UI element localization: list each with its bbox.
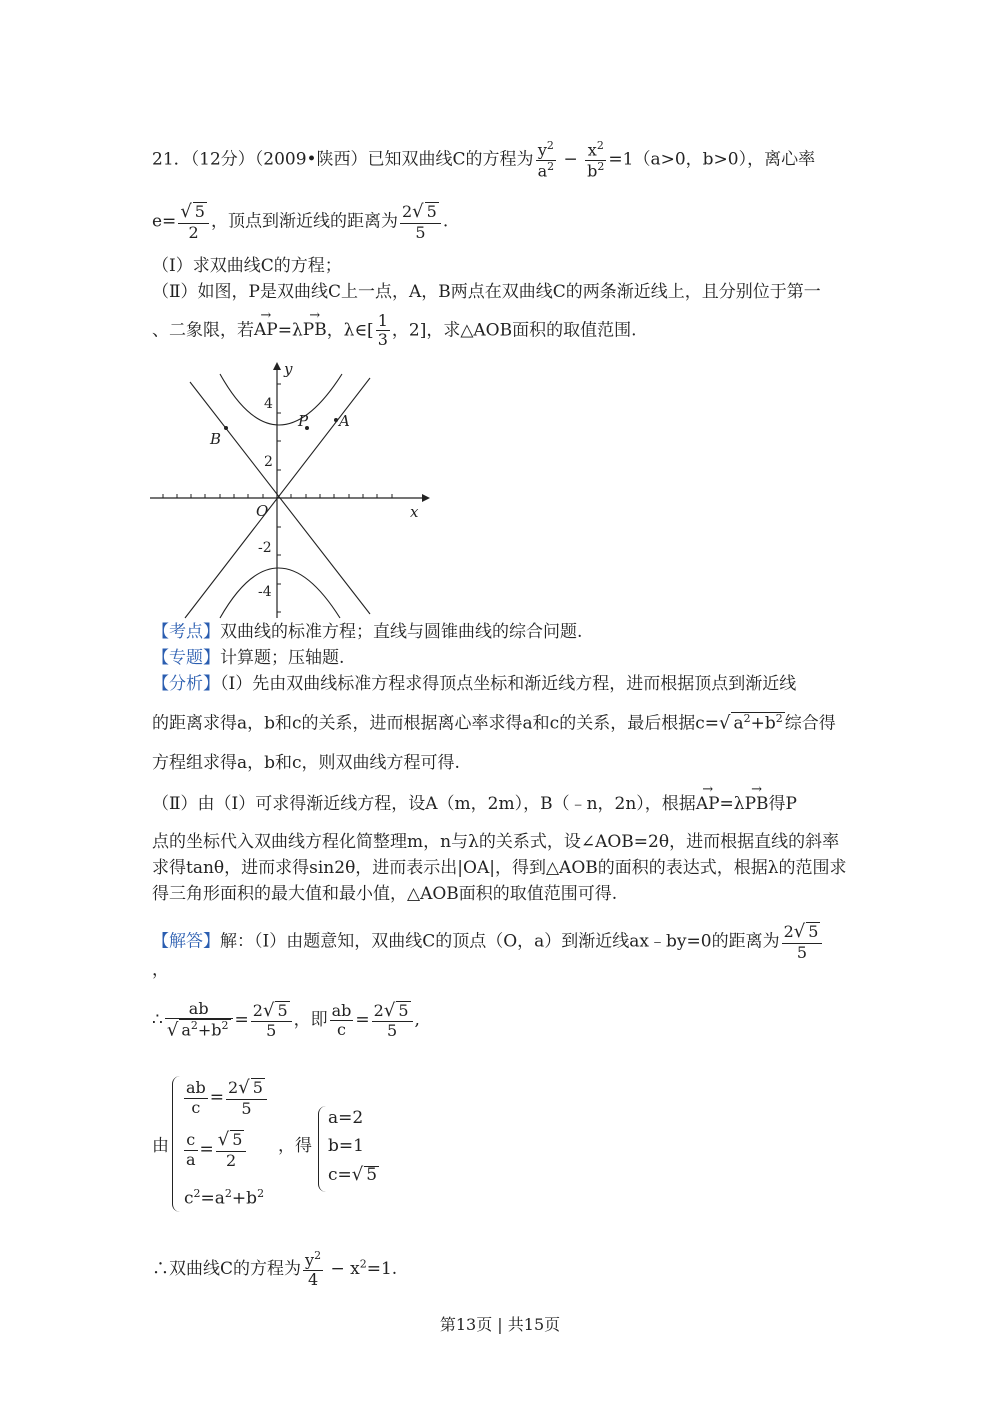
kaodian-tag: 【考点】 (152, 622, 220, 642)
tick-label-2: 2 (264, 454, 273, 470)
jieda-text-1: 解：（Ⅰ）由题意知，双曲线C的顶点（O，a）到渐近线ax﹣by=0的距离为 (220, 931, 780, 952)
problem-head: 21．（12分）（2009•陕西）已知双曲线C的方程为 (152, 149, 534, 170)
frac-c-a: $\frac{c}{a}$ (186, 1130, 196, 1169)
kaodian-line (152, 624, 582, 641)
fenxi-line-3: 方程组求得a，b和c，则双曲线方程可得. (152, 753, 460, 773)
zhuanti-line (152, 650, 344, 667)
frac-y2-4: $\frac{y^2}{4}$ (305, 1249, 322, 1289)
frac-sqrt5-2-b: $\frac{√ 5}{2}$ (216, 1130, 247, 1170)
system-eq-2: $\frac{c}{a}$ = $\frac{√ 5}{2}$ (182, 1130, 248, 1170)
tick-label-neg4: -4 (258, 584, 272, 600)
question-1: （Ⅰ）求双曲线C的方程； (152, 256, 342, 276)
frac-sqrt5-2: $\frac{√ 5}{2}$ (178, 202, 209, 242)
frac-x2-b2: $\frac{x^2}{b^2}$ (587, 139, 605, 181)
problem-cond1: =1（a>0，b>0），离心率 (608, 149, 816, 170)
label-p: P (298, 412, 309, 430)
frac-2sqrt5-5-d: $\frac{2√ 5}{5}$ (372, 1001, 413, 1041)
frac-2sqrt5-5-c: $\frac{2√ 5}{5}$ (251, 1001, 292, 1041)
left-brace-2 (318, 1106, 327, 1192)
jieda-line-1 (152, 922, 824, 962)
problem-line-2: e= $\frac{√ 5}{2}$ ，顶点到渐近线的距离为 $\frac{2√ 5}{5}$ . (152, 201, 449, 242)
question-2-line-1: （Ⅱ）如图，P是双曲线C上一点，A，B两点在双曲线C的两条渐近线上，且分别位于第一 (152, 282, 821, 302)
page-footer: 第13页 | 共15页 (439, 1315, 561, 1334)
vec-pb: → PB (303, 322, 327, 339)
fenxi-line-6: 求得tanθ，进而求得sin2θ，进而表示出|OA|，得到△AOB的面积的表达式，根据λ的范围求 (152, 858, 847, 878)
frac-2sqrt5-5: $\frac{2√ 5}{5}$ (400, 202, 441, 242)
de-text: ，得 (278, 1136, 312, 1156)
label-b: B (210, 430, 222, 448)
result-c-label: c= (328, 1165, 352, 1185)
problem-line-1: 21．（12分）（2009•陕西）已知双曲线C的方程为 $\frac{y^2}{a^2}$ − $\frac{x^2}{b^2}$ =1（a>0，b>0），离心率 (152, 139, 816, 181)
tick-label-neg2: -2 (258, 540, 272, 556)
fenxi-tag: 【分析】 (152, 674, 220, 694)
q2-text-b: ，λ∈[ (326, 320, 374, 341)
jieda-tag: 【解答】 (152, 931, 220, 952)
label-y: y (284, 360, 293, 378)
result-a: a=2 (328, 1108, 364, 1128)
final-text-a: ∴双曲线C的方程为 (152, 1259, 302, 1280)
x-axis-arrow (422, 494, 430, 502)
system-eq-1: $\frac{ab}{c}$ = $\frac{2√ 5}{5}$ (182, 1078, 269, 1118)
lower-branch (220, 568, 340, 618)
result-b: b=1 (328, 1136, 364, 1156)
final-equation: ∴双曲线C的方程为 $\frac{y^2}{4}$ − $x^2=1$. (152, 1249, 398, 1289)
fenxi-text-2b: 综合得 (784, 713, 836, 734)
frac-1-3: $\frac{1}{3}$ (377, 311, 388, 350)
final-text-b: =1. (366, 1259, 398, 1280)
left-brace-1 (172, 1076, 181, 1212)
frac-2sqrt5-5-b: $\frac{2√ 5}{5}$ (782, 922, 823, 962)
kaodian-text: 双曲线的标准方程；直线与圆锥曲线的综合问题. (220, 622, 583, 642)
you-text: 由 (152, 1136, 169, 1156)
fenxi-text-4a: （Ⅱ）由（Ⅰ）可求得渐近线方程，设A（m，2m），B（﹣n，2n），根据 (152, 794, 696, 814)
zhuanti-tag: 【专题】 (152, 648, 220, 668)
q2-text-a: 、二象限，若 (152, 320, 254, 341)
fenxi-text-1: （Ⅰ）先由双曲线标准方程求得顶点坐标和渐近线方程，进而根据顶点到渐近线 (220, 674, 797, 694)
point-a (334, 418, 338, 422)
jieda-line-2: ∴ $\frac{ab}{√ a^2+b^2}$ = $\frac{2√ 5}{5}$ ，即 $\frac{ab}{c}$ = $\frac{2√ 5}{5}$ , (152, 999, 420, 1041)
vec-ap: → AP (254, 322, 278, 339)
fenxi-line-2: 的距离求得a，b和c的关系，进而根据离心率求得a和c的关系，最后根据c=√ $a^2+b^2$ 综合得 (152, 712, 836, 734)
jieda-comma: ， (152, 960, 169, 980)
fenxi-line-5: 点的坐标代入双曲线方程化简整理m，n与λ的关系式，设∠AOB=2θ，进而根据直线的斜率 (152, 832, 840, 852)
therefore-1: ∴ (152, 1010, 163, 1031)
zhuanti-text: 计算题；压轴题. (220, 648, 345, 668)
label-x: x (410, 503, 419, 521)
frac-2sqrt5-5-e: $\frac{2√ 5}{5}$ (226, 1078, 267, 1118)
system-eq-3: $c^2=a^2+b^2$ (184, 1187, 265, 1209)
result-c: c=√ 5 (328, 1164, 378, 1185)
fenxi-line-7: 得三角形面积的最大值和最小值，△AOB面积的取值范围可得. (152, 884, 618, 904)
tick-label-4: 4 (264, 396, 273, 412)
fenxi-line-4: （Ⅱ）由（Ⅰ）可求得渐近线方程，设A（m，2m），B（﹣n，2n），根据→ AP=λ→ PB得P (152, 796, 797, 813)
frac-ab-c-2: $\frac{ab}{c}$ (186, 1078, 206, 1117)
fenxi-line-1 (152, 676, 796, 693)
question-2-line-2: 、二象限，若→ AP=λ→ PB，λ∈[ $\frac{1}{3}$ ，2]，求△AOB面积的取值范围. (152, 312, 637, 350)
label-a: A (339, 412, 350, 430)
vec-pb-2: → PB (745, 796, 769, 813)
frac-ab-c: $\frac{ab}{c}$ (331, 1000, 352, 1040)
ji-text: ，即 (293, 1010, 328, 1031)
hyperbola-figure (150, 360, 430, 620)
q2-text-c: ，2]，求△AOB面积的取值范围. (391, 320, 637, 341)
fenxi-text-2a: 的距离求得a，b和c的关系，进而根据离心率求得a和c的关系，最后根据c= (152, 713, 719, 734)
frac-y2-a2: $\frac{y^2}{a^2}$ (537, 139, 555, 181)
upper-branch (220, 374, 342, 425)
ecc-prefix: e= (152, 211, 177, 232)
frac-ab-sqrt: $\frac{ab}{√ a^2+b^2}$ (165, 1000, 233, 1041)
y-axis-arrow (273, 362, 281, 370)
point-b (224, 426, 228, 430)
fenxi-text-4b: 得P (768, 794, 797, 814)
dist-text: ，顶点到渐近线的距离为 (210, 211, 398, 232)
label-o: O (256, 502, 269, 520)
vec-ap-2: → AP (696, 796, 720, 813)
